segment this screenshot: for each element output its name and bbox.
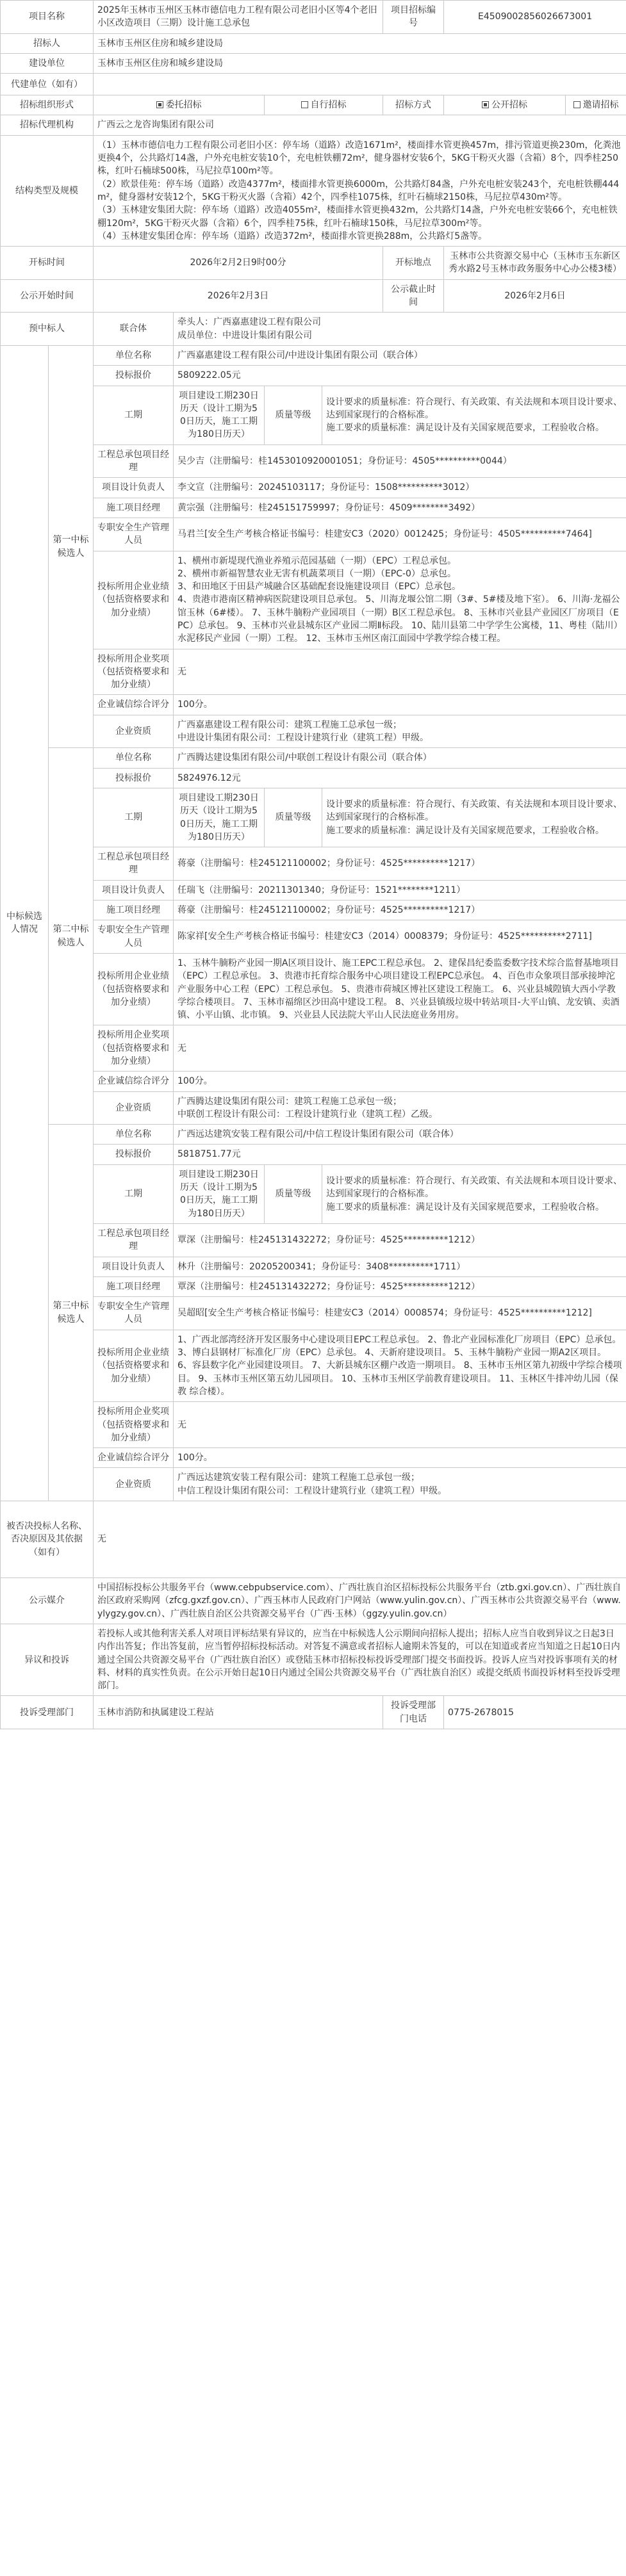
tenderer-row [1, 33, 626, 53]
c3-design-label: 项目设计负责人 [94, 1257, 174, 1276]
complaint-dept-label: 投诉受理部门 [1, 1696, 94, 1729]
agent-owner-row [1, 74, 626, 95]
c3-safety-row [1, 1297, 626, 1330]
c2-safety-value: 陈家祥[安全生产考核合格证书编号：桂建安C3（2014）0008379；身份证号：4525**********2711] [174, 920, 626, 954]
c3-pm-label: 工程总承包项目经理 [94, 1223, 174, 1257]
c2-qual-row [1, 1091, 626, 1125]
c1-awards-label: 投标所用企业奖项（包括资格要求和加分业绩） [94, 649, 174, 695]
checked-box-icon [156, 101, 163, 108]
c1-quality-label: 质量等级 [265, 386, 322, 444]
c2-credit-label: 企业诚信综合评分 [94, 1072, 174, 1091]
agent-owner-value [94, 74, 626, 95]
c2-duration-value: 项目建设工期230日历天（设计工期为50日历天，施工工期为180日历天） [174, 788, 265, 847]
c1-quality-value: 设计要求的质量标准：符合现行、有关政策、有关法规和本项目设计要求、达到国家现行的合格标准。 施工要求的质量标准：满足设计及有关国家规范要求，工程验收合格。 [322, 386, 626, 444]
c3-duration-label: 工期 [94, 1164, 174, 1223]
c1-safety-row [1, 518, 626, 551]
c1-price-label: 投标报价 [94, 366, 174, 386]
c2-rank-label: 第二中标候选人 [49, 748, 94, 1125]
publicity-row [1, 279, 626, 313]
c1-pm-value: 吴少吉（注册编号：桂1453010920001051；身份证号：4505**********0044） [174, 444, 626, 478]
c3-price-value: 5818751.77元 [174, 1145, 626, 1164]
c1-credit-label: 企业诚信综合评分 [94, 695, 174, 715]
complaint-phone-value: 0775-2678015 [444, 1696, 626, 1729]
c2-credit-value: 100分。 [174, 1072, 626, 1091]
media-row [1, 1578, 626, 1624]
org-form-label: 招标组织形式 [1, 95, 94, 115]
media-value: 中国招标投标公共服务平台（www.cebpubservice.com）、广西壮族自治区招标投标公共服务平台（ztb.gxi.gov.cn）、广西壮族自治区政府采购网（zfcg.gxzf.gov.cn）、广西玉林市人民政府门户网站（www.yulin.gov.cn）、广西玉林市公共资源交易平台（www.ylygzy.gov.cn）、广西壮族自治区公共资源交易平台（广西·玉林）（ggzy.yulin.gov.cn） [94, 1578, 626, 1624]
builder-label: 建设单位 [1, 53, 94, 73]
c2-qual-label: 企业资质 [94, 1091, 174, 1125]
c2-design-row [1, 880, 626, 900]
c1-pm-row [1, 444, 626, 478]
c2-duration-label: 工期 [94, 788, 174, 847]
c2-price-label: 投标报价 [94, 768, 174, 788]
complaint-dept-value: 玉林市消防和执属建设工程站 [94, 1696, 383, 1729]
c3-duration-value: 项目建设工期230日历天（设计工期为50日历天，施工工期为180日历天） [174, 1164, 265, 1223]
project-name-row [1, 1, 626, 34]
c1-awards-row [1, 649, 626, 695]
c3-perf-label: 投标所用企业业绩（包括资格要求和加分业绩） [94, 1330, 174, 1401]
c1-perf-value: 1、横州市新堤现代渔业养殖示范园基础（一期）（EPC）工程总承包。 2、横州市新福智慧农业无害有机蔬菜项目（一期）（EPC-0）总承包。 3、和田地区于田县产城融合区基础配套设施建设项目（EPC）总承包。 4、贵港市港南区精神病医院建设项目总承包。 5、川海龙堰公馆二期（3#、5#楼及地下室）。 6、川海·龙福公馆玉林（6#楼）。 7、玉林牛腩粉产业园项目（一期）B区工程总承包。 8、玉林市兴业县产业园区厂房项目（EPC）总承包。 9、玉林市兴业县城东区产业园二期Ⅱ标段。 10、陆川县第二中学学生公寓楼，11、粤桂（陆川）水泥移民产业园（一期）工程。 12、玉林市玉州区南江面园中学教学综合楼工程。 [174, 551, 626, 649]
c1-perf-label: 投标所用企业业绩（包括资格要求和加分业绩） [94, 551, 174, 649]
c1-price-row [1, 366, 626, 386]
publicity-end-value: 2026年2月6日 [444, 279, 626, 313]
pre-winner-value: 联合体 [94, 313, 174, 346]
c3-price-label: 投标报价 [94, 1145, 174, 1164]
c2-perf-label: 投标所用企业业绩（包括资格要求和加分业绩） [94, 953, 174, 1025]
c2-duration-row [1, 788, 626, 847]
c3-credit-row [1, 1448, 626, 1468]
c3-duration-row [1, 1164, 626, 1223]
c2-design-label: 项目设计负责人 [94, 880, 174, 900]
agent-owner-label: 代建单位（如有） [1, 74, 94, 95]
publicity-end-label: 公示截止时间 [383, 279, 444, 313]
c1-unit-row [1, 345, 626, 365]
complaint-phone-label: 投诉受理部门电话 [383, 1696, 444, 1729]
project-name-label: 项目名称 [1, 1, 94, 34]
c3-awards-value: 无 [174, 1402, 626, 1448]
c2-unit-label: 单位名称 [94, 748, 174, 768]
c3-construct-row [1, 1276, 626, 1296]
builder-value: 玉林市玉州区住房和城乡建设局 [94, 53, 626, 73]
c1-price-value: 5809222.05元 [174, 366, 626, 386]
c1-safety-label: 专职安全生产管理人员 [94, 518, 174, 551]
pre-winner-row [1, 313, 626, 346]
c1-unit-label: 单位名称 [94, 345, 174, 365]
opt-self: 自行招标 [265, 95, 383, 115]
c3-qual-label: 企业资质 [94, 1468, 174, 1501]
c1-credit-row [1, 695, 626, 715]
pre-winner-label: 预中标人 [1, 313, 94, 346]
c1-duration-value: 项目建设工期230日历天（设计工期为50日历天，施工工期为180日历天） [174, 386, 265, 444]
c3-qual-row [1, 1468, 626, 1501]
c2-unit-row [1, 748, 626, 768]
c3-unit-value: 广西远达建筑安装工程有限公司/中信工程设计集团有限公司（联合体） [174, 1125, 626, 1145]
scope-label: 结构类型及规模 [1, 135, 94, 246]
c1-construct-label: 施工项目经理 [94, 498, 174, 518]
bid-open-row [1, 247, 626, 280]
agency-row [1, 115, 626, 135]
c3-pm-value: 覃深（注册编号：桂245131432272；身份证号：4525**********1212） [174, 1223, 626, 1257]
candidates-label: 中标候选人情况 [1, 345, 49, 1501]
unchecked-box-icon [301, 101, 308, 108]
c2-construct-row [1, 901, 626, 920]
c3-design-row [1, 1257, 626, 1276]
c1-awards-value: 无 [174, 649, 626, 695]
c1-construct-row [1, 498, 626, 518]
c1-unit-value: 广西嘉惠建设工程有限公司/中进设计集团有限公司（联合体） [174, 345, 626, 365]
reject-row [1, 1501, 626, 1578]
builder-row [1, 53, 626, 73]
pre-winner-members: 牵头人：广西嘉惠建设工程有限公司 成员单位：中进设计集团有限公司 [174, 313, 626, 346]
c2-quality-value: 设计要求的质量标准：符合现行、有关政策、有关法规和本项目设计要求、达到国家现行的合格标准。 施工要求的质量标准：满足设计及有关国家规范要求，工程验收合格。 [322, 788, 626, 847]
bid-open-place-value: 玉林市公共资源交易中心（玉林市玉东新区秀水路2号玉林市政务服务中心办公楼3楼） [444, 247, 626, 280]
c2-construct-label: 施工项目经理 [94, 901, 174, 920]
c2-awards-label: 投标所用企业奖项（包括资格要求和加分业绩） [94, 1025, 174, 1072]
c1-qual-label: 企业资质 [94, 715, 174, 748]
c3-pm-row [1, 1223, 626, 1257]
c1-construct-value: 黄宗强（注册编号：桂245151759997；身份证号：4509********3492） [174, 498, 626, 518]
c1-duration-row [1, 386, 626, 444]
c2-pm-label: 工程总承包项目经理 [94, 847, 174, 881]
tenderer-value: 玉林市玉州区住房和城乡建设局 [94, 33, 626, 53]
c2-price-value: 5824976.12元 [174, 768, 626, 788]
c2-construct-value: 蒋豪（注册编号：桂245121100002；身份证号：4525**********1217） [174, 901, 626, 920]
complaint-row [1, 1696, 626, 1729]
c3-rank-label: 第三中标候选人 [49, 1125, 94, 1501]
c3-safety-label: 专职安全生产管理人员 [94, 1297, 174, 1330]
c3-construct-label: 施工项目经理 [94, 1276, 174, 1296]
scope-row [1, 135, 626, 246]
publicity-start-label: 公示开始时间 [1, 279, 94, 313]
c2-unit-value: 广西腾达建设集团有限公司/中联创工程设计有限公司（联合体） [174, 748, 626, 768]
c3-perf-value: 1、广西北部湾经济开发区服务中心建设项目EPC工程总承包。 2、鲁北产业园标准化厂房项目（EPC）总承包。 3、博白县钢材厂标准化厂房（EPC）总承包。 4、天新府建设项目。 5、玉林牛腩粉产业园一期A2区项目。 6、容县数字化产业园建设项目。 7、大新县城东区棚户改造一期项目。 8、玉林市玉州区第九初级中学综合楼项目。 9、玉林市玉州区第五幼儿园项目。 10、玉林市玉州区学前教育建设项目。 11、玉林区牛排冲幼儿园（保教 综合楼）。 [174, 1330, 626, 1401]
c3-awards-label: 投标所用企业奖项（包括资格要求和加分业绩） [94, 1402, 174, 1448]
c3-construct-value: 覃深（注册编号：桂245131432272；身份证号：4525**********1212） [174, 1276, 626, 1296]
c3-awards-row [1, 1402, 626, 1448]
c2-perf-value: 1、玉林牛腩粉产业园一期A区项目设计、施工EPC工程总承包。 2、建保昌纪委监委数字技术综合监督基地项目（EPC）工程总承包。 3、贵港市托育综合服务中心项目建设工程EPC总承包。 4、百色市众象项目部承接坤沱产业服务中心工程（EPC）工程总承包。 5、贵港市荷城区博社区建设工程施工。 6、兴业县城隍镇大西小学教学综合楼项目。 7、玉林市福绵区沙田高中建设工程。 8、兴业县镇级垃圾中转站项目-大平山镇、龙安镇、卖酒镇、小平山镇、北市镇。 9、兴业县人民法院大平山人民法庭业务用房。 [174, 953, 626, 1025]
agency-label: 招标代理机构 [1, 115, 94, 135]
c3-quality-label: 质量等级 [265, 1164, 322, 1223]
opt-entrust: 委托招标 [94, 95, 265, 115]
opt-open: 公开招标 [444, 95, 566, 115]
opt-invite: 邀请招标 [566, 95, 626, 115]
bid-open-place-label: 开标地点 [383, 247, 444, 280]
media-label: 公示媒介 [1, 1578, 94, 1624]
objection-label: 异议和投诉 [1, 1624, 94, 1695]
unchecked-box-icon [573, 101, 581, 108]
c1-design-label: 项目设计负责人 [94, 478, 174, 498]
c3-quality-value: 设计要求的质量标准：符合现行、有关政策、有关法规和本项目设计要求、达到国家现行的合格标准。 施工要求的质量标准：满足设计及有关国家规范要求，工程验收合格。 [322, 1164, 626, 1223]
c1-duration-label: 工期 [94, 386, 174, 444]
c2-price-row [1, 768, 626, 788]
c1-rank-label: 第一中标候选人 [49, 345, 94, 747]
tenderer-label: 招标人 [1, 33, 94, 53]
c1-safety-value: 马君兰[安全生产考核合格证书编号：桂建安C3（2020）0012425；身份证号：4505**********7464] [174, 518, 626, 551]
c3-price-row [1, 1145, 626, 1164]
objection-value: 若投标人或其他利害关系人对项目评标结果有异议的，应当在中标候选人公示期间向招标人提出；招标人应当自收到异议之日起3日内作出答复；作出答复前，应当暂停招标投标活动。对答复不满意或者招标人逾期未答复的，可以在知道或者应当知道之日起10日内通过全国公共资源交易平台（广西壮族自治区）或登陆玉林市招标投标投诉受理部门提交书面投诉。投诉人应当对投诉事项有关的材料、材料的真实性负责。在公示开始日起10日内通过全国公共资源交易平台（广西壮族自治区）或提交纸质书面投诉材料至投诉受理部门。 [94, 1624, 626, 1695]
publicity-start-value: 2026年2月3日 [94, 279, 383, 313]
project-code-value: E4509002856026673001 [444, 1, 626, 34]
c1-qual-row [1, 715, 626, 748]
c1-design-value: 李文宣（注册编号：20245103117；身份证号：1508**********3012） [174, 478, 626, 498]
c2-awards-value: 无 [174, 1025, 626, 1072]
c2-design-value: 任瑞飞（注册编号：20211301340；身份证号：1521********1211） [174, 880, 626, 900]
c2-safety-row [1, 920, 626, 954]
c2-pm-value: 蒋豪（注册编号：桂245121100002；身份证号：4525**********1217） [174, 847, 626, 881]
project-code-label: 项目招标编号 [383, 1, 444, 34]
bid-way-label: 招标方式 [383, 95, 444, 115]
c3-credit-value: 100分。 [174, 1448, 626, 1468]
c2-credit-row [1, 1072, 626, 1091]
project-name-value: 2025年玉林市玉州区玉林市德信电力工程有限公司老旧小区等4个老旧小区改造项目（三期）设计施工总承包 [94, 1, 383, 34]
c2-qual-value: 广西腾达建设集团有限公司：建筑工程施工总承包一级； 中联创工程设计有限公司：工程设计建筑行业（建筑工程）乙级。 [174, 1091, 626, 1125]
objection-row [1, 1624, 626, 1695]
checked-box-icon [482, 101, 489, 108]
agency-value: 广西云之龙咨询集团有限公司 [94, 115, 626, 135]
method-row [1, 95, 626, 115]
c3-unit-label: 单位名称 [94, 1125, 174, 1145]
c1-design-row [1, 478, 626, 498]
c3-unit-row [1, 1125, 626, 1145]
bid-open-time-value: 2026年2月2日9时00分 [94, 247, 383, 280]
c3-safety-value: 吴超昭[安全生产考核合格证书编号：桂建安C3（2014）0008574；身份证号：4525**********1212] [174, 1297, 626, 1330]
c3-credit-label: 企业诚信综合评分 [94, 1448, 174, 1468]
c2-pm-row [1, 847, 626, 881]
bid-open-time-label: 开标时间 [1, 247, 94, 280]
c1-credit-value: 100分。 [174, 695, 626, 715]
c2-safety-label: 专职安全生产管理人员 [94, 920, 174, 954]
c2-quality-label: 质量等级 [265, 788, 322, 847]
scope-value: （1）玉林市德信电力工程有限公司老旧小区：停车场（道路）改造1671m²，楼面排水管更换457m，排污管道更换230m，化粪池更换4个，公共路灯14盏，户外充电桩安装10个，充电桩铁棚72m²，健身器材安装6个，5KG干粉灭火器（含箱）8个，四季桂250株，红叶石楠球500株，马尼拉草100m²等。 （2）欧景佳苑：停车场（道路）改造4377m²，楼面排水管更换6000m，公共路灯84盏，户外充电桩安装243个，充电桩铁棚444m²，健身器材安装12个，5KG干粉灭火器（含箱）42个，四季桂1075株，红叶石楠球2150株，马尼拉草430m²等。 （3）玉林建安集团大院：停车场（道路）改造4055m²，楼面排水管更换432m，公共路灯14盏，户外充电桩安装66个，充电桩铁棚120m²，5KG干粉灭火器（含箱）6个，四季桂75株，红叶石楠球150株，马尼拉草300m²等。 （4）玉林建安集团仓库：停车场（道路）改造372m²，楼面排水管更换288m，公共路灯5盏等。 [94, 135, 626, 246]
c3-qual-value: 广西远达建筑安装工程有限公司：建筑工程施工总承包一级； 中信工程设计集团有限公司：工程设计建筑行业（建筑工程）甲级。 [174, 1468, 626, 1501]
reject-value: 无 [94, 1501, 626, 1578]
c1-qual-value: 广西嘉惠建设工程有限公司：建筑工程施工总承包一级； 中进设计集团有限公司：工程设计建筑行业（建筑工程）甲级。 [174, 715, 626, 748]
c1-pm-label: 工程总承包项目经理 [94, 444, 174, 478]
c2-awards-row [1, 1025, 626, 1072]
c3-design-value: 林升（注册编号：20205200341；身份证号：3408**********1711） [174, 1257, 626, 1276]
reject-label: 被否决投标人名称、否决原因及其依据（如有） [1, 1501, 94, 1578]
